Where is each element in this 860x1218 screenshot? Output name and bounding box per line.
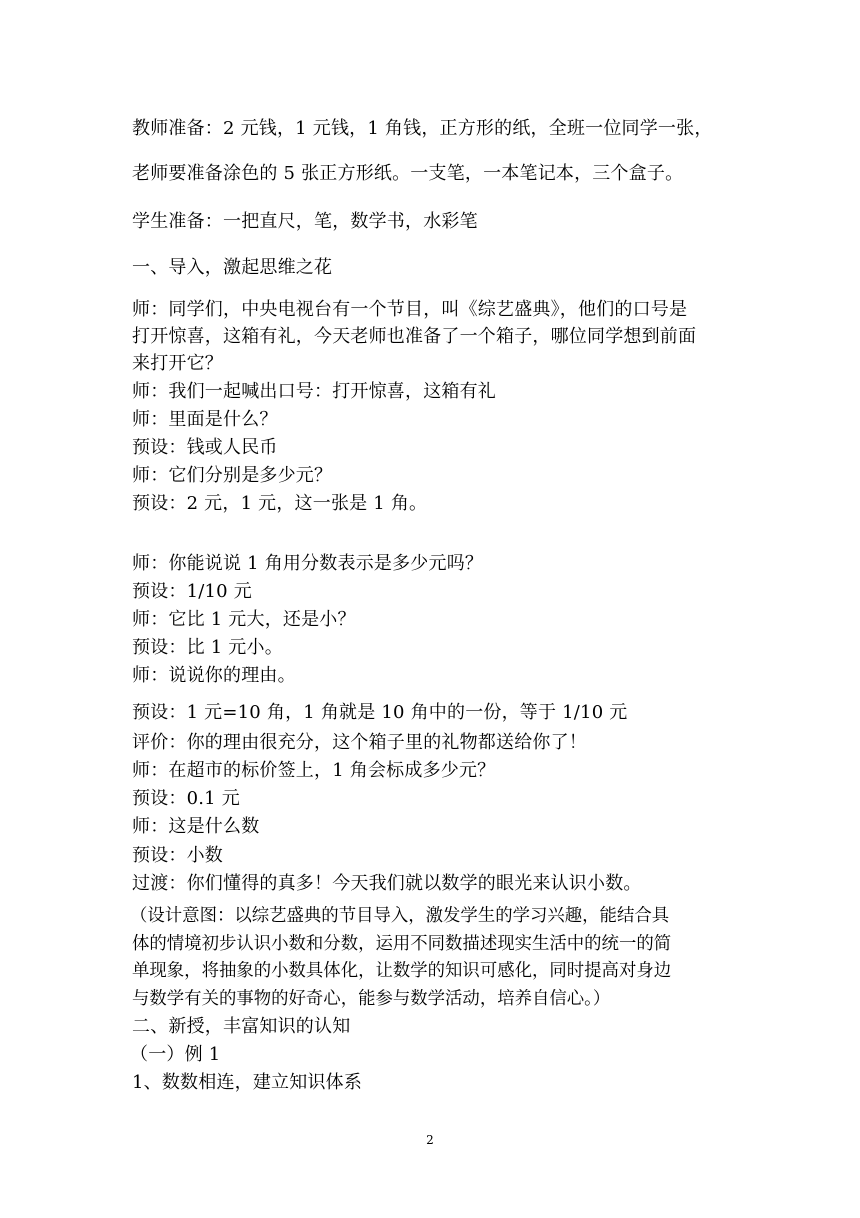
paragraph-line: 打开惊喜，这箱有礼，今天老师也准备了一个箱子，哪位同学想到前面 — [132, 326, 697, 347]
dialogue-line: 师：这是什么数 — [132, 816, 260, 837]
dialogue-line: 师：说说你的理由。 — [132, 665, 296, 686]
dialogue-line: 预设：钱或人民币 — [132, 437, 278, 458]
dialogue-line: 预设：1 元=10 角，1 角就是 10 角中的一份，等于 1/10 元 — [132, 702, 628, 723]
dialogue-line: 预设：小数 — [132, 845, 223, 866]
design-intent-line: 与数学有关的事物的好奇心，能参与数学活动，培养自信心。） — [132, 989, 611, 1009]
transition-line: 过渡：你们懂得的真多！今天我们就以数学的眼光来认识小数。 — [132, 873, 642, 894]
student-prep-line: 学生准备：一把直尺，笔，数学书，水彩笔 — [132, 211, 478, 232]
page-number: 2 — [426, 1133, 434, 1147]
subsection-heading-counting: 1、数数相连，建立知识体系 — [132, 1072, 363, 1093]
teacher-prep-line-2: 老师要准备涂色的 5 张正方形纸。一支笔，一本笔记本，三个盒子。 — [132, 163, 684, 184]
dialogue-line: 师：我们一起喊出口号：打开惊喜，这箱有礼 — [132, 381, 496, 402]
dialogue-line: 预设：0.1 元 — [132, 788, 240, 809]
dialogue-line: 师：里面是什么？ — [132, 409, 278, 430]
paragraph-line: 师：同学们，中央电视台有一个节目，叫《综艺盛典》，他们的口号是 — [132, 299, 688, 320]
dialogue-line: 师：它比 1 元大，还是小？ — [132, 609, 356, 630]
dialogue-line: 师：在超市的标价签上，1 角会标成多少元？ — [132, 760, 496, 781]
design-intent-line: 体的情境初步认识小数和分数，运用不同数描述现实生活中的统一的简 — [132, 934, 672, 954]
dialogue-line: 预设：2 元，1 元，这一张是 1 角。 — [132, 493, 428, 514]
dialogue-line: 师：它们分别是多少元？ — [132, 465, 333, 486]
teacher-prep-line-1: 教师准备：2 元钱，1 元钱，1 角钱，正方形的纸，全班一位同学一张， — [132, 118, 713, 139]
section-heading-new-lesson: 二、新授，丰富知识的认知 — [132, 1016, 351, 1037]
dialogue-line: 预设：1/10 元 — [132, 581, 252, 602]
subsection-heading-example: （一）例 1 — [130, 1044, 221, 1065]
section-heading-intro: 一、导入，激起思维之花 — [132, 257, 333, 278]
dialogue-line: 预设：比 1 元小。 — [132, 637, 283, 658]
dialogue-line: 师：你能说说 1 角用分数表示是多少元吗？ — [132, 553, 484, 574]
design-intent-line: 单现象，将抽象的小数具体化，让数学的知识可感化，同时提高对身边 — [132, 961, 672, 981]
dialogue-line: 评价：你的理由很充分，这个箱子里的礼物都送给你了！ — [132, 732, 587, 753]
paragraph-line: 来打开它？ — [132, 353, 223, 374]
design-intent-line: （设计意图：以综艺盛典的节目导入，激发学生的学习兴趣，能结合具 — [130, 906, 670, 926]
